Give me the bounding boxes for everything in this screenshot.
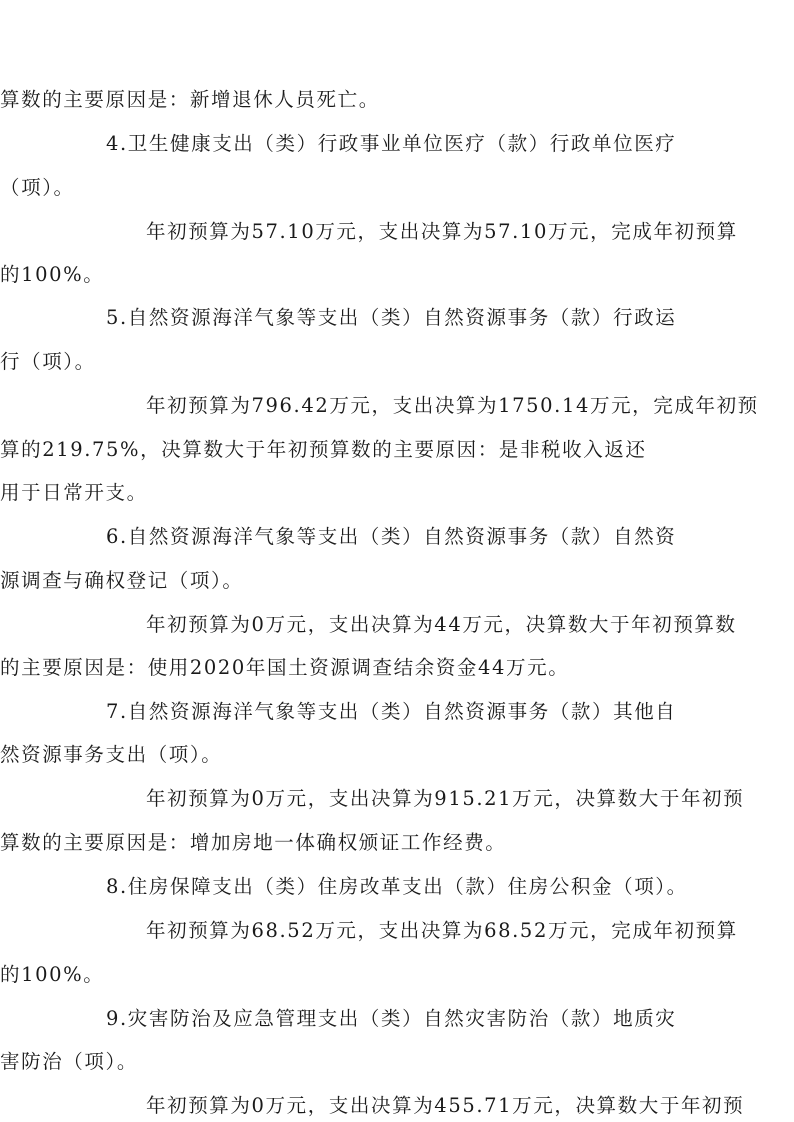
text-line: 4.卫生健康支出（类）行政事业单位医疗（款）行政单位医疗 [106,132,677,155]
text-line: 的100%。 [0,263,105,286]
text-line: 年初预算为68.52万元，支出决算为68.52万元，完成年初预算 [146,919,738,942]
text-line: 算的219.75%，决算数大于年初预算数的主要原因：是非税收入返还 [0,438,647,461]
text-line: 算数的主要原因是：增加房地一体确权颁证工作经费。 [0,831,507,854]
text-line: 年初预算为0万元，支出决算为915.21万元，决算数大于年初预 [146,787,745,810]
text-line: 算数的主要原因是：新增退休人员死亡。 [0,88,380,111]
text-line: 5.自然资源海洋气象等支出（类）自然资源事务（款）行政运 [106,306,677,329]
text-line: 的100%。 [0,963,105,986]
text-line: 年初预算为796.42万元，支出决算为1750.14万元，完成年初预 [146,394,759,417]
text-line: 6.自然资源海洋气象等支出（类）自然资源事务（款）自然资 [106,525,677,548]
text-line: 的主要原因是：使用2020年国土资源调查结余资金44万元。 [0,656,570,679]
text-line: 行（项）。 [0,350,96,373]
text-line: 用于日常开支。 [0,481,148,504]
text-line: 年初预算为0万元，支出决算为455.71万元，决算数大于年初预 [146,1094,745,1117]
text-line: 年初预算为0万元，支出决算为44万元，决算数大于年初预算数 [146,613,737,636]
text-line: （项）。 [0,176,75,199]
text-line: 然资源事务支出（项）。 [0,743,223,766]
text-line: 8.住房保障支出（类）住房改革支出（款）住房公积金（项）。 [106,875,688,898]
text-line: 年初预算为57.10万元，支出决算为57.10万元，完成年初预算 [146,220,738,243]
text-line: 7.自然资源海洋气象等支出（类）自然资源事务（款）其他自 [106,700,677,723]
text-line: 源调查与确权登记（项）。 [0,569,244,592]
text-line: 9.灾害防治及应急管理支出（类）自然灾害防治（款）地质灾 [106,1007,677,1030]
text-line: 害防治（项）。 [0,1050,138,1073]
